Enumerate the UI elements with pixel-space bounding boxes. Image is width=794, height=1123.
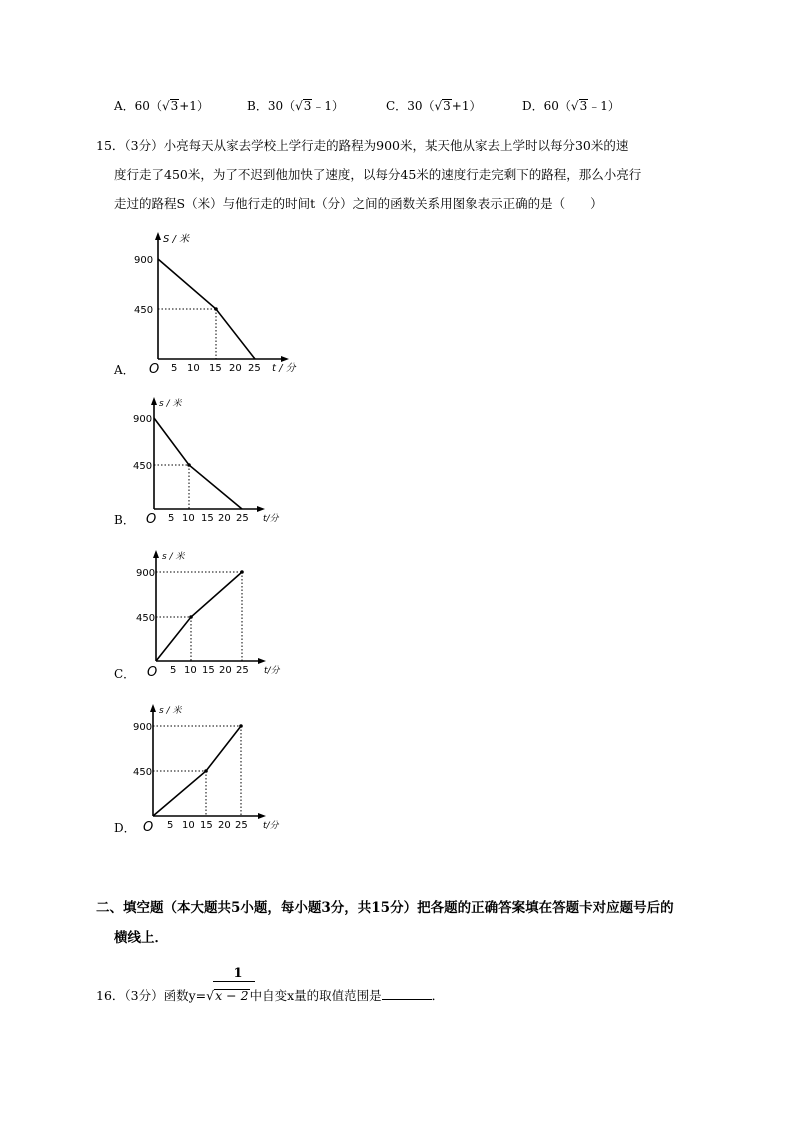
origin-label: O (147, 665, 158, 680)
option-pre: 60（ (543, 99, 571, 113)
y-tick-900: 900 (134, 255, 154, 266)
x-tick-15: 15 (202, 665, 215, 676)
graph-d (112, 700, 312, 840)
y-axis-arrow (153, 550, 159, 558)
x-label: t / 分 (272, 363, 296, 374)
section-2-line-1: 二、填空题（本大题共5小题，每小题3分，共15分）把各题的正确答案填在答题卡对应题号后的 (96, 900, 674, 916)
graph-a-plot (112, 228, 312, 378)
y-tick-450: 450 (136, 613, 156, 624)
q16-fraction-bar (213, 981, 255, 982)
x-tick-5: 5 (167, 820, 174, 831)
section-2-line-2: 横线上． (114, 930, 168, 946)
y-axis-arrow (151, 397, 157, 405)
x-tick-15: 15 (209, 363, 222, 374)
x-label: t/分 (264, 666, 280, 676)
option-post: +1） (179, 99, 209, 113)
q16-end: ． (431, 988, 445, 1003)
x-tick-20: 20 (218, 513, 231, 524)
x-tick-5: 5 (170, 665, 177, 676)
graph-line (154, 418, 242, 509)
x-tick-15: 15 (201, 513, 214, 524)
answer-blank[interactable] (382, 987, 432, 1000)
option-d: D．60（√3﹣1） (522, 99, 620, 113)
graph-line (156, 572, 242, 661)
fraction-numerator: 1 (233, 966, 243, 981)
x-tick-20: 20 (229, 363, 242, 374)
y-tick-900: 900 (136, 568, 156, 579)
x-tick-15: 15 (200, 820, 213, 831)
graph-letter: A． (114, 363, 135, 377)
q15-line-2: 度行走了450米，为了不迟到他加快了速度，以每分45米的速度行走完剩下的路程，那么小亮行 (114, 167, 642, 182)
graph-point (204, 769, 208, 773)
question-15 (96, 131, 716, 218)
x-tick-25: 25 (248, 363, 261, 374)
graph-letter: C． (114, 667, 136, 681)
x-label: t/分 (263, 821, 279, 831)
option-letter: D． (522, 99, 544, 113)
x-tick-25: 25 (235, 820, 248, 831)
y-tick-450: 450 (133, 461, 153, 472)
graph-b (112, 393, 312, 533)
q16-post: 中自变x量的取值范围是 (249, 988, 382, 1003)
x-tick-25: 25 (236, 513, 249, 524)
x-axis-arrow (258, 658, 266, 664)
option-radicand: 3 (579, 99, 588, 113)
x-axis-arrow (281, 356, 289, 362)
y-label: s / 米 (159, 706, 182, 716)
q16-radical: √x − 2 (206, 988, 249, 1003)
graph-letter: D． (114, 821, 136, 835)
q16-numerator (228, 962, 248, 981)
y-tick-900: 900 (133, 722, 153, 733)
section-2-heading (96, 893, 736, 953)
option-pre: 60（ (134, 99, 162, 113)
origin-label: O (143, 820, 154, 835)
graph-point (187, 463, 191, 467)
graph-point (189, 615, 193, 619)
option-letter: B． (247, 99, 268, 113)
y-label: s / 米 (159, 399, 182, 409)
graph-a (112, 228, 312, 378)
graph-c (112, 546, 312, 686)
y-axis-arrow (155, 232, 161, 240)
question-16 (96, 986, 444, 1004)
option-post: ﹣1） (312, 99, 345, 113)
x-tick-10: 10 (182, 820, 195, 831)
option-radicand: 3 (443, 99, 451, 113)
y-label: S / 米 (163, 234, 190, 245)
x-label: t/分 (263, 514, 279, 524)
option-a: A．60（√3+1） (114, 99, 209, 113)
x-tick-10: 10 (182, 513, 195, 524)
y-axis-arrow (150, 704, 156, 712)
x-tick-5: 5 (171, 363, 178, 374)
x-tick-5: 5 (168, 513, 175, 524)
option-pre: 30（ (407, 99, 435, 113)
q15-line-3: 走过的路程S（米）与他行走的时间t（分）之间的函数关系用图象表示正确的是（ ） (114, 196, 603, 211)
x-axis-arrow (257, 506, 265, 512)
y-tick-450: 450 (133, 767, 153, 778)
graph-point (214, 307, 218, 311)
graph-line (153, 726, 241, 816)
graph-c-plot (112, 546, 312, 686)
option-letter: A． (114, 99, 135, 113)
x-tick-25: 25 (236, 665, 249, 676)
y-label: s / 米 (162, 552, 185, 562)
q16-radicand: x − 2 (215, 988, 249, 1003)
option-b: B．30（√3﹣1） (247, 99, 345, 113)
option-letter: C． (386, 99, 408, 113)
x-tick-20: 20 (219, 665, 232, 676)
option-post: ﹣1） (588, 99, 620, 113)
x-tick-10: 10 (184, 665, 197, 676)
origin-label: O (146, 512, 157, 527)
option-radicand: 3 (303, 99, 312, 113)
y-tick-450: 450 (134, 305, 154, 316)
graph-b-plot (112, 393, 312, 533)
origin-label: O (149, 362, 160, 377)
graph-letter: B． (114, 513, 135, 527)
x-tick-20: 20 (218, 820, 231, 831)
q15-line-1: 15．（3分）小亮每天从家去学校上学行走的路程为900米，某天他从家去上学时以每分30米的速 (96, 138, 629, 153)
option-radicand: 3 (170, 99, 179, 113)
x-tick-10: 10 (187, 363, 200, 374)
y-tick-900: 900 (133, 414, 153, 425)
graph-end-point (240, 570, 244, 574)
option-post: +1） (451, 99, 482, 113)
graph-d-plot (112, 700, 312, 840)
option-pre: 30（ (267, 99, 296, 113)
graph-end-point (239, 724, 243, 728)
q16-pre: 16．（3分）函数y= (96, 988, 207, 1003)
option-c: C．30（√3+1） (386, 99, 482, 113)
x-axis-arrow (258, 813, 266, 819)
